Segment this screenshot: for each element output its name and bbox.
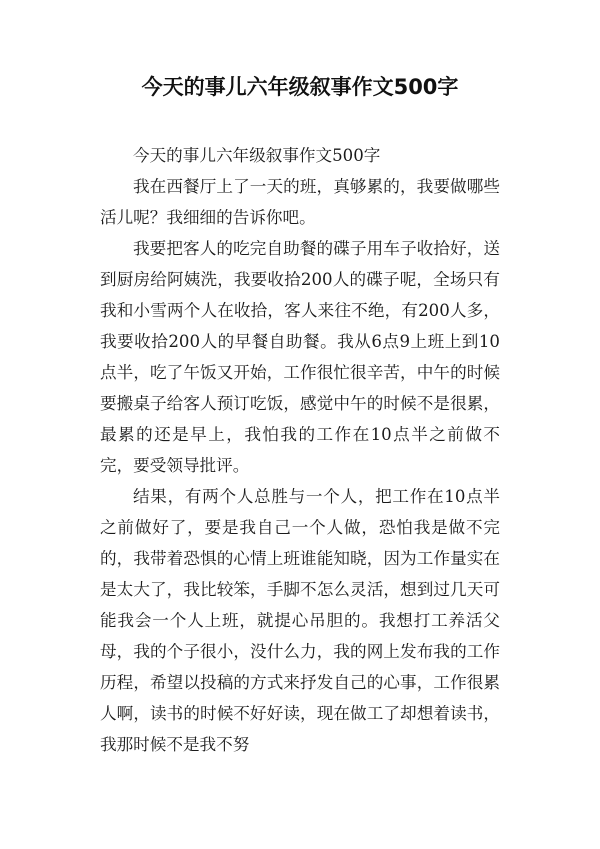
document-title: 今天的事儿六年级叙事作文500字 [141,75,459,99]
paragraph-result: 结果，有两个人总胜与一个人，把工作在10点半之前做好了，要是我自己一个人做，恐怕我是做不完的，我带着恐惧的心情上班谁能知晓，因为工作量实在是太大了，我比较笨，手脚不怎么灵活，想到过几天可能我会一个人上班，就提心吊胆的。我想打工养活父母，我的个子很小，没什么力，我的网上发布我的工作历程，希望以投稿的方式来抒发自己的心事，工作很累人啊，读书的时候不好好读，现在做工了却想着读书，我那时候不是我不努 [100,487,500,754]
document-body [100,140,500,760]
paragraph-intro: 我在西餐厅上了一天的班，真够累的，我要做哪些活儿呢？我细细的告诉你吧。 [100,177,500,227]
paragraph-work: 我要把客人的吃完自助餐的碟子用车子收拾好，送到厨房给阿姨洗，我要收拾200人的碟子呢，全场只有我和小雪两个人在收拾，客人来往不绝，有200人多，我要收拾200人的早餐自助餐。我从6点9上班上到10点半，吃了午饭又开始，工作很忙很辛苦，中午的时候要搬桌子给客人预订吃饭，感觉中午的时候不是很累，最累的还是早上，我怕我的工作在10点半之前做不完，要受领导批评。 [100,239,500,475]
paragraph-subtitle: 今天的事儿六年级叙事作文500字 [133,146,381,165]
